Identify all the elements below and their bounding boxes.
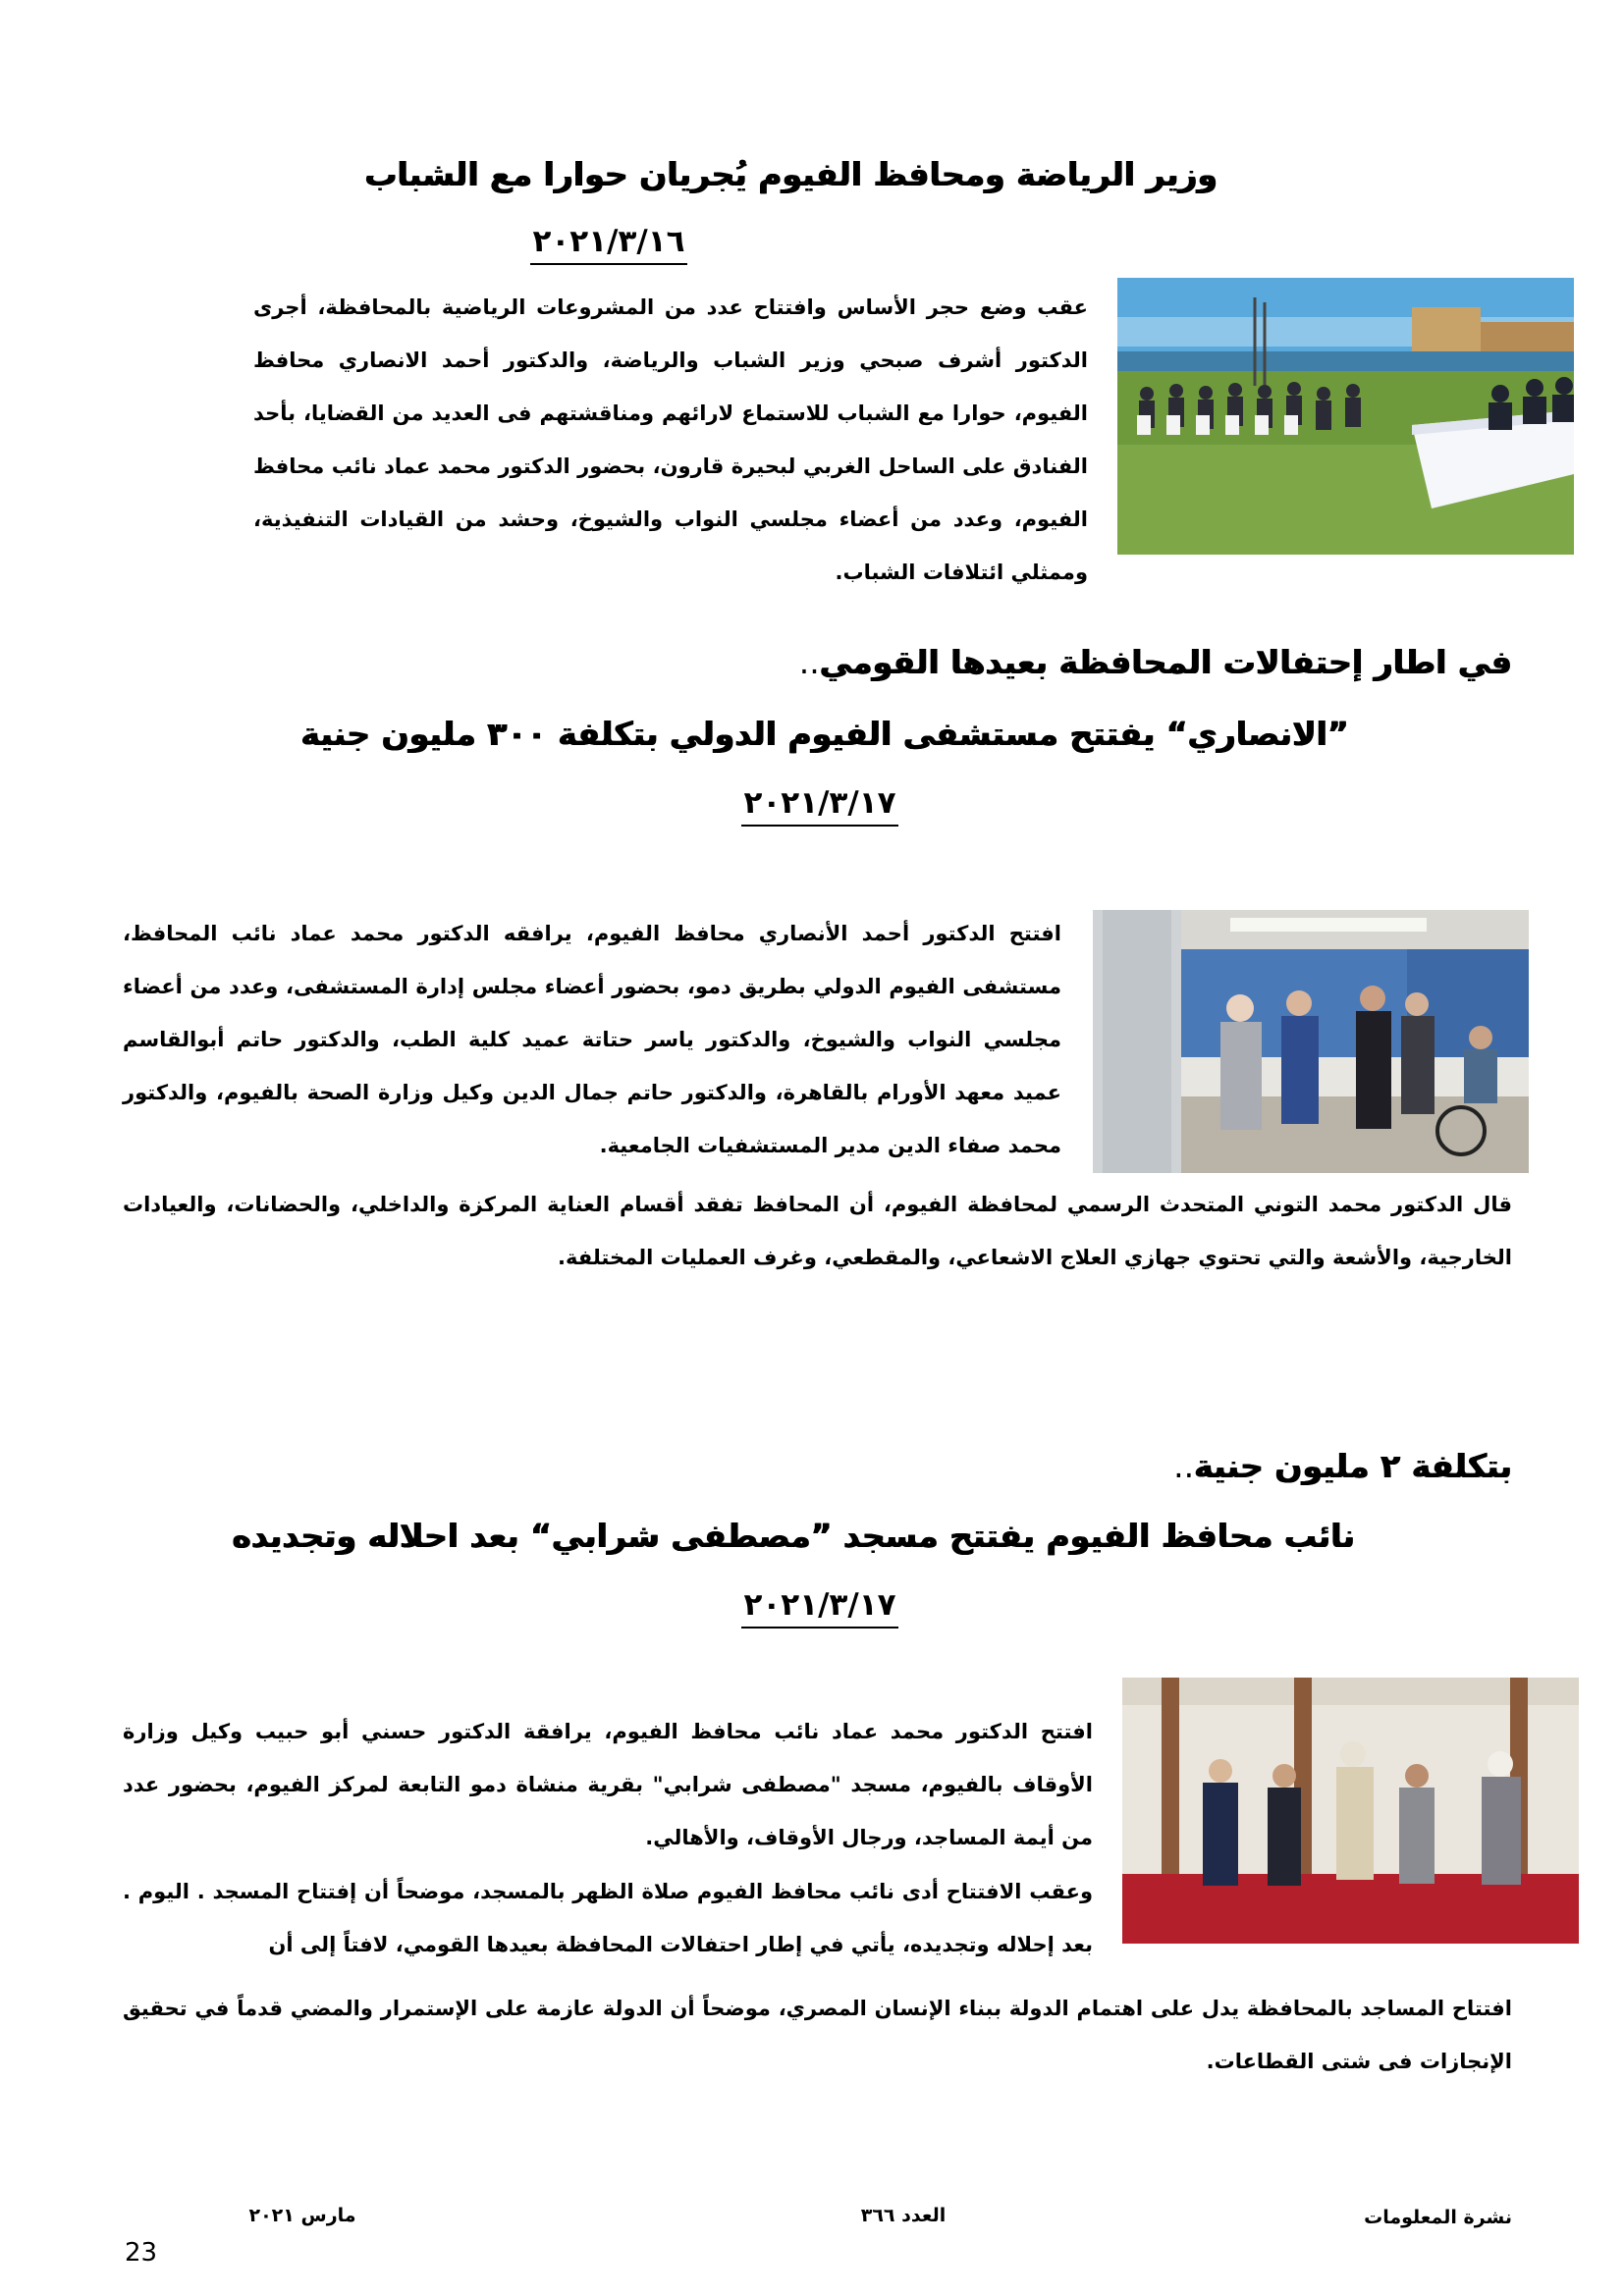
article-1-paragraph: عقب وضع حجر الأساس وافتتاح عدد من المشروعات الرياضية بالمحافظة، أجرى الدكتور أشرف صبحي وزير الشباب والرياضة، والدكتور أحمد الانصاري محافظ الفيوم، حوارا مع الشباب للاستماع لارائهم ومناقشتهم فى العديد من القضايا، بأحد الفنادق على الساحل الغربي لبحيرة قارون، بحضور الدكتور محمد عماد نائب محافظ الفيوم، وعدد من أعضاء مجلسي النواب والشيوخ، وحشد من القيادات التنفيذية، وممثلي ائتلافات الشباب. <box>253 295 1088 584</box>
article-1-photo <box>1117 278 1574 555</box>
article-3-kicker-dots: .. <box>1173 1447 1195 1485</box>
article-1-title: وزير الرياضة ومحافظ الفيوم يُجريان حوارا مع الشباب <box>364 155 1218 193</box>
article-3-kicker-text: بتكلفة ٢ مليون جنية <box>1194 1447 1512 1485</box>
article-1-date: ٢٠٢١/٣/١٦ <box>530 224 687 265</box>
article-2-kicker <box>798 643 1512 681</box>
hospital-tour-photo <box>1093 910 1529 1173</box>
page-number: 23 <box>125 2238 158 2268</box>
article-2-paragraph: افتتح الدكتور أحمد الأنصاري محافظ الفيوم، يرافقه الدكتور محمد عماد نائب المحافظ، مستشفى الفيوم الدولي بطريق دمو، بحضور أعضاء مجلس إدارة المستشفى، وعدد من أعضاء مجلسي النواب والشيوخ، والدكتور ياسر حتاتة عميد كلية الطب، والدكتور حاتم أبوالقاسم عميد معهد الأورام بالقاهرة، والدكتور حاتم جمال الدين وكيل وزارة الصحة بالفيوم، والدكتور محمد صفاء الدين مدير المستشفيات الجامعية. <box>123 922 1061 1157</box>
article-3-paragraph: افتتح الدكتور محمد عماد نائب محافظ الفيوم، يرافقة الدكتور حسني أبو حبيب وكيل وزارة الأوقاف بالفيوم، مسجد "مصطفى شرابي" بقرية منشاة دمو التابعة لمركز الفيوم، بحضور عدد من أيمة المساجد، ورجال الأوقاف، والأهالي. <box>123 1720 1093 1849</box>
mosque-opening-photo <box>1122 1678 1579 1944</box>
article-2-date: ٢٠٢١/٣/١٧ <box>741 785 898 827</box>
footer-month: مارس ٢٠٢١ <box>248 2205 356 2226</box>
article-2-kicker-dots: .. <box>798 643 820 681</box>
article-2-paragraph-2: قال الدكتور محمد التوني المتحدث الرسمي لمحافظة الفيوم، أن المحافظ تفقد أقسام العناية المركزة والداخلي، والحضانات، والعيادات الخارجية، والأشعة والتي تحتوي جهازي العلاج الاشعاعي، والمقطعي، وغرف العمليات المختلفة. <box>123 1193 1512 1269</box>
article-3-paragraph-2: وعقب الافتتاح أدى نائب محافظ الفيوم صلاة الظهر بالمسجد، موضحاً أن إفتتاح المسجد . اليوم . بعد إحلاله وتجديده، يأتي في إطار احتفالات المحافظة بعيدها القومي، لافتاً إلى أن <box>123 1880 1093 1956</box>
article-3-date: ٢٠٢١/٣/١٧ <box>741 1587 898 1629</box>
footer-publication: نشرة المعلومات <box>1364 2207 1512 2228</box>
article-3-paragraph-3: افتتاح المساجد بالمحافظة يدل على اهتمام الدولة ببناء الإنسان المصري، موضحاً أن الدولة عازمة على الإستمرار والمضي قدماً في تحقيق الإنجازات فى شتى القطاعات. <box>123 1997 1512 2073</box>
article-3-photo <box>1122 1678 1579 1944</box>
youth-dialogue-photo <box>1117 278 1574 555</box>
article-3-title: نائب محافظ الفيوم يفتتح مسجد ”مصطفى شرابي“ بعد احلاله وتجديده <box>232 1517 1355 1555</box>
footer-issue: العدد ٣٦٦ <box>860 2205 947 2226</box>
article-2-photo <box>1093 910 1529 1173</box>
article-2-kicker-text: في اطار إحتفالات المحافظة بعيدها القومي <box>819 643 1512 681</box>
article-2-title: ”الانصاري“ يفتتح مستشفى الفيوم الدولي بتكلفة ٣٠٠ مليون جنية <box>300 715 1349 753</box>
article-3-kicker <box>923 1447 1512 1485</box>
